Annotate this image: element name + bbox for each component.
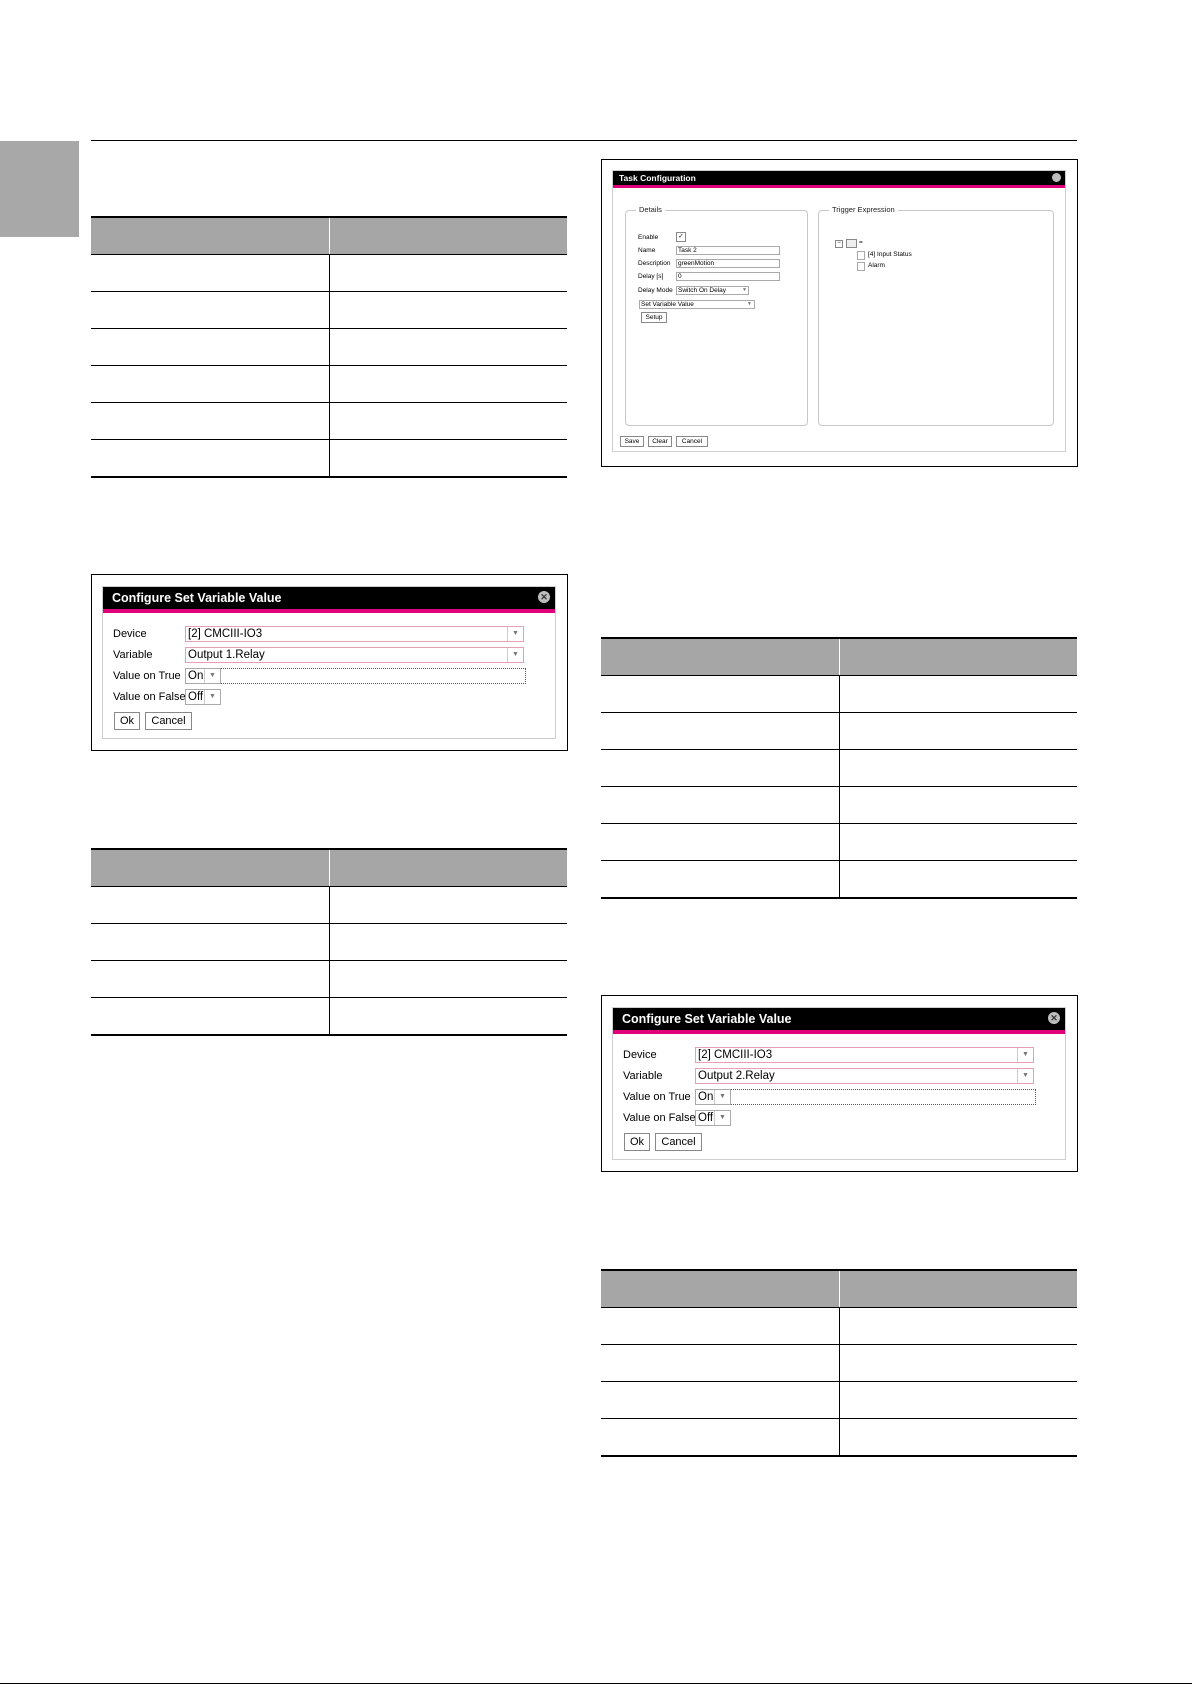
value-on-false-value: Off bbox=[698, 1112, 714, 1124]
device-label: Device bbox=[113, 628, 147, 640]
table-row bbox=[601, 823, 1077, 860]
chevron-down-icon: ▼ bbox=[204, 690, 220, 704]
tree-item-alarm[interactable]: Alarm bbox=[868, 262, 885, 269]
dialog-titlebar bbox=[613, 1008, 1065, 1034]
focus-outline bbox=[695, 1089, 1036, 1105]
table-row bbox=[601, 712, 1077, 749]
variable-label: Variable bbox=[113, 649, 153, 661]
header-rule bbox=[91, 140, 1077, 141]
device-value: [2] CMCIII-IO3 bbox=[698, 1049, 773, 1061]
action-select[interactable] bbox=[639, 300, 755, 309]
value-on-false-label: Value on False bbox=[623, 1112, 696, 1124]
table-row bbox=[91, 254, 567, 291]
task-config-dialog bbox=[612, 170, 1066, 452]
value-on-true-label: Value on True bbox=[623, 1091, 691, 1103]
setup-button[interactable]: Setup bbox=[641, 312, 667, 323]
task-config-titlebar bbox=[613, 171, 1065, 188]
device-row bbox=[623, 1047, 1043, 1063]
value-on-true-row bbox=[113, 668, 533, 684]
tree-root-label: = bbox=[859, 239, 863, 246]
table-right-bottom bbox=[601, 1269, 1077, 1457]
ok-button[interactable]: Ok bbox=[114, 712, 140, 730]
set-variable-dialog-1 bbox=[102, 586, 556, 739]
table-row bbox=[601, 1307, 1077, 1344]
value-on-false-select[interactable] bbox=[695, 1110, 731, 1126]
action-value: Set Variable Value bbox=[641, 301, 694, 308]
device-select[interactable] bbox=[185, 626, 524, 642]
table-row bbox=[601, 675, 1077, 712]
value-on-true-value: On bbox=[698, 1091, 714, 1103]
table-row bbox=[601, 1418, 1077, 1455]
value-on-true-label: Value on True bbox=[113, 670, 181, 682]
dialog-titlebar bbox=[103, 587, 555, 613]
clear-button[interactable]: Clear bbox=[648, 436, 672, 447]
table-row bbox=[91, 923, 567, 960]
name-input[interactable]: Task 2 bbox=[676, 246, 780, 255]
enable-checkbox[interactable]: ✓ bbox=[676, 232, 686, 242]
close-icon[interactable] bbox=[1052, 173, 1061, 182]
description-input[interactable]: greenMotion bbox=[676, 259, 780, 268]
table-row bbox=[91, 960, 567, 997]
name-label: Name bbox=[638, 247, 656, 254]
table-row bbox=[601, 786, 1077, 823]
delay-mode-select[interactable] bbox=[676, 286, 749, 295]
chevron-down-icon: ▼ bbox=[714, 1090, 730, 1104]
chevron-down-icon: ▼ bbox=[714, 1111, 730, 1125]
table-left-bottom bbox=[91, 848, 567, 1036]
cancel-button[interactable]: Cancel bbox=[655, 1133, 702, 1151]
trigger-fieldset bbox=[818, 205, 1054, 426]
dialog-title: Configure Set Variable Value bbox=[622, 1012, 792, 1026]
footer-rule bbox=[0, 1683, 1192, 1684]
table-left-top bbox=[91, 216, 567, 478]
trigger-legend: Trigger Expression bbox=[829, 205, 898, 214]
chevron-down-icon: ▼ bbox=[1017, 1069, 1033, 1083]
value-on-false-label: Value on False bbox=[113, 691, 186, 703]
value-on-false-select[interactable] bbox=[185, 689, 221, 705]
device-value: [2] CMCIII-IO3 bbox=[188, 628, 263, 640]
task-config-title: Task Configuration bbox=[619, 173, 696, 183]
chevron-down-icon: ▼ bbox=[747, 301, 752, 307]
set-variable-figure-1 bbox=[91, 574, 568, 751]
delay-mode-label: Delay Mode bbox=[638, 287, 673, 294]
device-row bbox=[113, 626, 533, 642]
value-on-true-row bbox=[623, 1089, 1043, 1105]
chevron-down-icon: ▼ bbox=[742, 287, 747, 293]
value-on-false-value: Off bbox=[188, 691, 204, 703]
chevron-down-icon: ▼ bbox=[507, 648, 523, 662]
save-button[interactable]: Save bbox=[620, 436, 644, 447]
delay-mode-value: Switch On Delay bbox=[678, 287, 727, 294]
value-on-false-row bbox=[113, 689, 533, 705]
task-config-figure bbox=[601, 159, 1078, 467]
table-row bbox=[91, 365, 567, 402]
file-icon bbox=[857, 262, 865, 271]
value-on-true-select[interactable] bbox=[695, 1089, 731, 1105]
details-fieldset bbox=[625, 205, 808, 426]
table-row bbox=[91, 886, 567, 923]
variable-row bbox=[623, 1068, 1043, 1084]
close-icon[interactable]: ✕ bbox=[538, 591, 550, 603]
variable-value: Output 2.Relay bbox=[698, 1070, 775, 1082]
delay-label: Delay [s] bbox=[638, 273, 664, 280]
device-select[interactable] bbox=[695, 1047, 1034, 1063]
table-row bbox=[91, 291, 567, 328]
table-header bbox=[91, 216, 567, 254]
focus-outline bbox=[185, 668, 526, 684]
table-right-middle bbox=[601, 637, 1077, 899]
value-on-true-value: On bbox=[188, 670, 204, 682]
set-variable-figure-2 bbox=[601, 995, 1078, 1172]
chevron-down-icon: ▼ bbox=[1017, 1048, 1033, 1062]
table-row bbox=[91, 439, 567, 476]
table-row bbox=[91, 328, 567, 365]
cancel-button[interactable]: Cancel bbox=[145, 712, 192, 730]
collapse-icon[interactable]: − bbox=[835, 240, 843, 248]
table-row bbox=[601, 1381, 1077, 1418]
delay-input[interactable]: 0 bbox=[676, 272, 780, 281]
cancel-button[interactable]: Cancel bbox=[676, 436, 708, 447]
description-label: Description bbox=[638, 260, 671, 267]
table-header bbox=[601, 1269, 1077, 1307]
chevron-down-icon: ▼ bbox=[204, 669, 220, 683]
side-tab-marker bbox=[0, 141, 79, 237]
value-on-false-row bbox=[623, 1110, 1043, 1126]
variable-select[interactable] bbox=[185, 647, 524, 663]
table-row bbox=[601, 860, 1077, 897]
variable-value: Output 1.Relay bbox=[188, 649, 265, 661]
enable-label: Enable bbox=[638, 234, 659, 241]
table-row bbox=[91, 402, 567, 439]
table-header bbox=[601, 637, 1077, 675]
close-icon[interactable]: ✕ bbox=[1048, 1012, 1060, 1024]
table-header bbox=[91, 848, 567, 886]
table-row bbox=[601, 1344, 1077, 1381]
tree-item-input-status[interactable]: [4] Input Status bbox=[868, 251, 912, 258]
dialog-title: Configure Set Variable Value bbox=[112, 591, 282, 605]
chevron-down-icon: ▼ bbox=[507, 627, 523, 641]
table-row bbox=[601, 749, 1077, 786]
variable-label: Variable bbox=[623, 1070, 663, 1082]
folder-icon bbox=[846, 239, 857, 248]
ok-button[interactable]: Ok bbox=[624, 1133, 650, 1151]
variable-select[interactable] bbox=[695, 1068, 1034, 1084]
details-legend: Details bbox=[636, 205, 665, 214]
variable-row bbox=[113, 647, 533, 663]
set-variable-dialog-2 bbox=[612, 1007, 1066, 1160]
table-row bbox=[91, 997, 567, 1034]
device-label: Device bbox=[623, 1049, 657, 1061]
file-icon bbox=[857, 251, 865, 260]
value-on-true-select[interactable] bbox=[185, 668, 221, 684]
